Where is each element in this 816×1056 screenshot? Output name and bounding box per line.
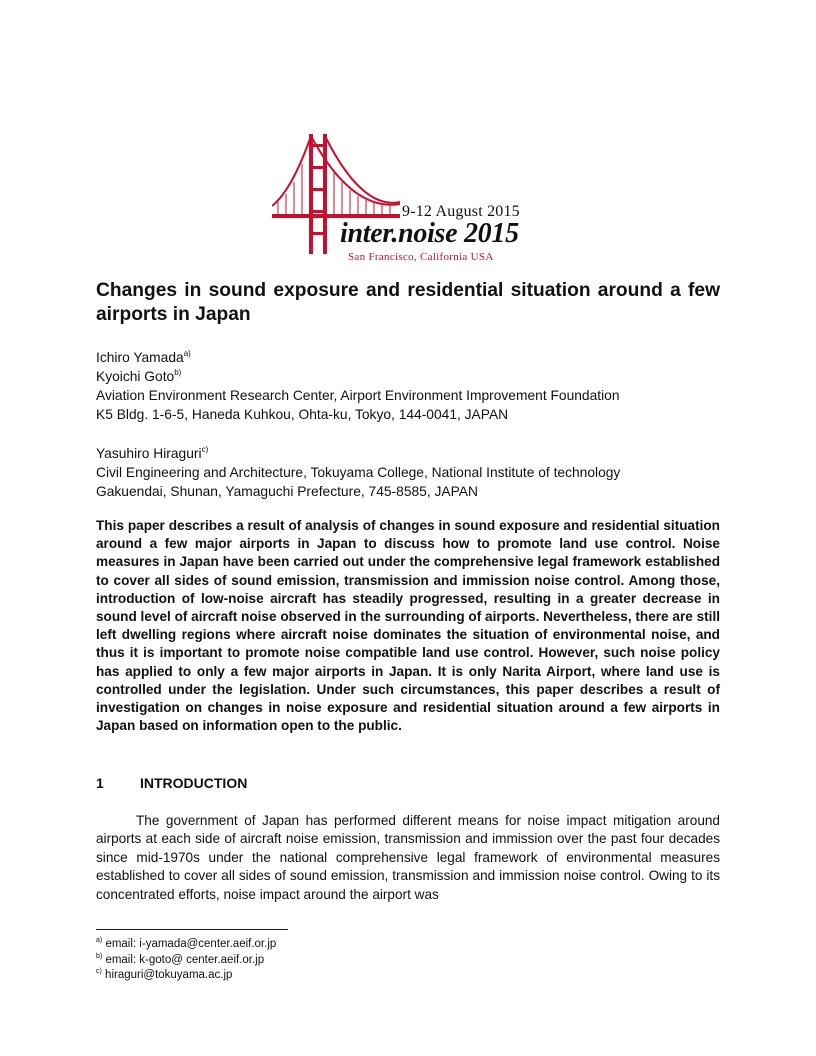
author-block-2 bbox=[96, 444, 620, 501]
affiliation-line: Gakuendai, Shunan, Yamaguchi Prefecture, 745-8585, JAPAN bbox=[96, 484, 478, 499]
footnote-mark: c) bbox=[96, 968, 102, 975]
body-paragraph: The government of Japan has performed different means for noise impact mitigation around airports at each side of aircraft noise emission, transmission and immission over the past four decades since mid-1970s under the national comprehensive legal framework of environmental measures established to cover all sides of sound emission, transmission and immission noise control. Owing to its concentrated efforts, noise impact around the airport was bbox=[96, 813, 720, 902]
footnote bbox=[96, 953, 276, 969]
abstract: This paper describes a result of analysis of changes in sound exposure and residential situation around a few major airports in Japan to discuss how to promote land use control. Noise measures in Japan have been carried out under the comprehensive legal framework established to cover all sides of sound emission, transmission and immission noise control. Among those, introduction of low-noise aircraft has steadily progressed, resulting in a greater decrease in sound level of aircraft noise observed in the surrounding of airports. Nevertheless, there are still left dwelling regions where aircraft noise dominates the situation of environmental noise, and thus it is important to promote noise compatible land use control. However, such noise policy has applied to only a few major airports in Japan. It is only Narita Airport, where land use is controlled under the legislation. Under such circumstances, this paper describes a result of investigation on changes in noise exposure and residential situation around a few airports in Japan based on information open to the public. bbox=[96, 518, 720, 734]
section-heading bbox=[96, 775, 247, 791]
author-name bbox=[96, 367, 620, 386]
footnote-divider bbox=[96, 929, 288, 930]
paper-title: Changes in sound exposure and residential situation around a few airports in Japan bbox=[96, 280, 720, 325]
affiliation-line: K5 Bldg. 1-6-5, Haneda Kuhkou, Ohta-ku, Tokyo, 144-0041, JAPAN bbox=[96, 407, 509, 422]
affiliation-line: Aviation Environment Research Center, Airport Environment Improvement Foundation bbox=[96, 388, 620, 403]
footnotes bbox=[96, 937, 276, 984]
author-mark: b) bbox=[174, 368, 182, 377]
conference-name: inter.noise 2015 bbox=[340, 218, 519, 249]
author-name-text: Ichiro Yamada bbox=[96, 350, 184, 365]
conference-logo bbox=[272, 130, 547, 265]
affiliation-line: Civil Engineering and Architecture, Tokuyama College, National Institute of technology bbox=[96, 465, 621, 480]
footnote-text: hiraguri@tokuyama.ac.jp bbox=[105, 969, 233, 981]
conference-location: San Francisco, California USA bbox=[348, 251, 494, 263]
section-number: 1 bbox=[96, 775, 104, 791]
conference-date: 9-12 August 2015 bbox=[402, 203, 520, 220]
footnote-text: email: i-yamada@center.aeif.or.jp bbox=[105, 938, 277, 950]
author-name-text: Kyoichi Goto bbox=[96, 369, 175, 384]
author-mark: a) bbox=[183, 349, 191, 358]
footnote bbox=[96, 937, 276, 953]
footnote-text: email: k-goto@ center.aeif.or.jp bbox=[105, 953, 265, 966]
section-title: INTRODUCTION bbox=[140, 775, 248, 791]
author-mark: c) bbox=[201, 445, 209, 454]
footnote bbox=[96, 968, 276, 984]
author-name bbox=[96, 444, 620, 463]
author-name bbox=[96, 348, 620, 367]
author-block-1 bbox=[96, 348, 620, 424]
footnote-mark: a) bbox=[96, 937, 103, 944]
author-name-text: Yasuhiro Hiraguri bbox=[96, 446, 202, 461]
footnote-mark: b) bbox=[96, 952, 103, 960]
